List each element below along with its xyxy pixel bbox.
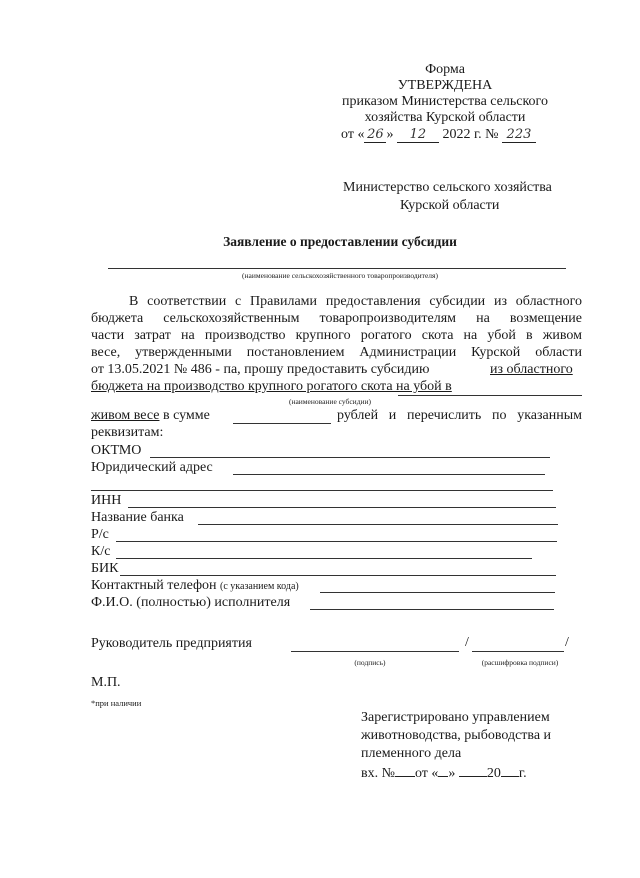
sign-caption: (подпись) [354, 658, 386, 667]
body-line-2: бюджета сельскохозяйственным товаропроизводителям на возмещение [91, 311, 582, 326]
head-label: Руководитель предприятия [91, 636, 252, 651]
body-line-5b: из областного [490, 362, 573, 377]
page-title: Заявление о предоставлении субсидии [223, 234, 457, 249]
body-line-7b: в сумме [159, 408, 210, 423]
registration-line-3: племенного дела [361, 746, 462, 761]
stamp-label: М.П. [91, 675, 121, 690]
signature-slash-right: / [565, 635, 569, 650]
incoming-day-field[interactable] [438, 764, 448, 777]
signature-decode-field[interactable] [472, 651, 564, 652]
approved-label: УТВЕРЖДЕНА [397, 78, 493, 93]
phone-label-line [91, 578, 299, 594]
body-line-6: бюджета на производство крупного рогатого скота на убой в [91, 379, 452, 394]
incoming-close-quote: » [448, 766, 456, 781]
registration-line-1: Зарегистрировано управлением [361, 710, 550, 725]
oktmo-label: ОКТМО [91, 443, 142, 458]
order-day: 26 [364, 127, 386, 143]
amount-line [233, 423, 331, 424]
incoming-year-suffix: г. [518, 766, 527, 781]
phone-field[interactable] [320, 592, 555, 593]
signature-slash-left: / [465, 635, 469, 650]
footnote: *при наличии [91, 698, 142, 708]
order-year: 2022 г. [442, 127, 482, 142]
body-line-7 [91, 408, 210, 424]
incoming-year-prefix: 20 [486, 766, 501, 781]
form-label: Форма [425, 62, 465, 77]
decode-caption: (расшифровка подписи) [481, 658, 559, 667]
incoming-year-field[interactable] [501, 764, 519, 777]
legal-address-label: Юридический адрес [91, 460, 213, 475]
registration-line-4 [361, 764, 527, 782]
registration-line-2: животноводства, рыбоводства и [361, 728, 552, 743]
account-label: Р/с [91, 527, 109, 542]
body-line-4: весе, утвержденными постановлением Администрации Курской области [91, 345, 582, 360]
producer-caption: (наименование сельскохозяйственного товаропроизводителя) [242, 271, 438, 280]
body-line-3: части затрат на производство крупного рогатого скота на убой в живом [91, 328, 582, 343]
incoming-number-field[interactable] [395, 764, 415, 777]
legal-address-field-2[interactable] [91, 490, 553, 491]
addressee-line-2: Курской области [400, 198, 500, 213]
producer-name-line [108, 268, 566, 269]
phone-label: Контактный телефон [91, 578, 217, 593]
corr-account-label: К/с [91, 544, 111, 559]
body-line-1: В соответствии с Правилами предоставления субсидии из областного [129, 294, 582, 309]
body-line-7a: живом весе [91, 408, 160, 423]
incoming-label: вх. № [361, 766, 395, 781]
number-sign: № [485, 127, 499, 142]
bank-name-label: Название банка [91, 510, 184, 525]
order-month: 12 [397, 127, 439, 143]
order-line-1: приказом Министерства сельского [342, 94, 548, 109]
inn-field[interactable] [128, 507, 556, 508]
signature-field[interactable] [291, 651, 459, 652]
subsidy-name-line [398, 395, 582, 396]
corr-account-field[interactable] [116, 558, 532, 559]
bik-label: БИК [91, 561, 119, 576]
from-label: от [341, 127, 354, 142]
oktmo-field[interactable] [150, 457, 550, 458]
incoming-month-field[interactable] [459, 764, 487, 777]
phone-note: (с указанием кода) [220, 581, 299, 592]
inn-label: ИНН [91, 493, 122, 508]
body-line-8: реквизитам: [91, 425, 164, 440]
body-line-5a: от 13.05.2021 № 486 - па, прошу предоставить субсидию [91, 362, 430, 377]
executor-label: Ф.И.О. (полностью) исполнителя [91, 595, 291, 610]
addressee-line-1: Министерство сельского хозяйства [343, 180, 552, 195]
order-number: 223 [502, 127, 536, 143]
body-line-7c: рублей и перечислить по указанным [337, 408, 582, 423]
executor-field[interactable] [310, 609, 554, 610]
order-date-line: от « 26 » 12 2022 г. № 223 [341, 127, 536, 143]
order-line-2: хозяйства Курской области [364, 110, 526, 125]
incoming-from-label: от « [414, 766, 439, 781]
account-field[interactable] [116, 541, 557, 542]
bank-name-field[interactable] [198, 524, 558, 525]
legal-address-field[interactable] [233, 474, 545, 475]
subsidy-caption: (наименование субсидии) [288, 397, 372, 406]
bik-field[interactable] [120, 575, 556, 576]
